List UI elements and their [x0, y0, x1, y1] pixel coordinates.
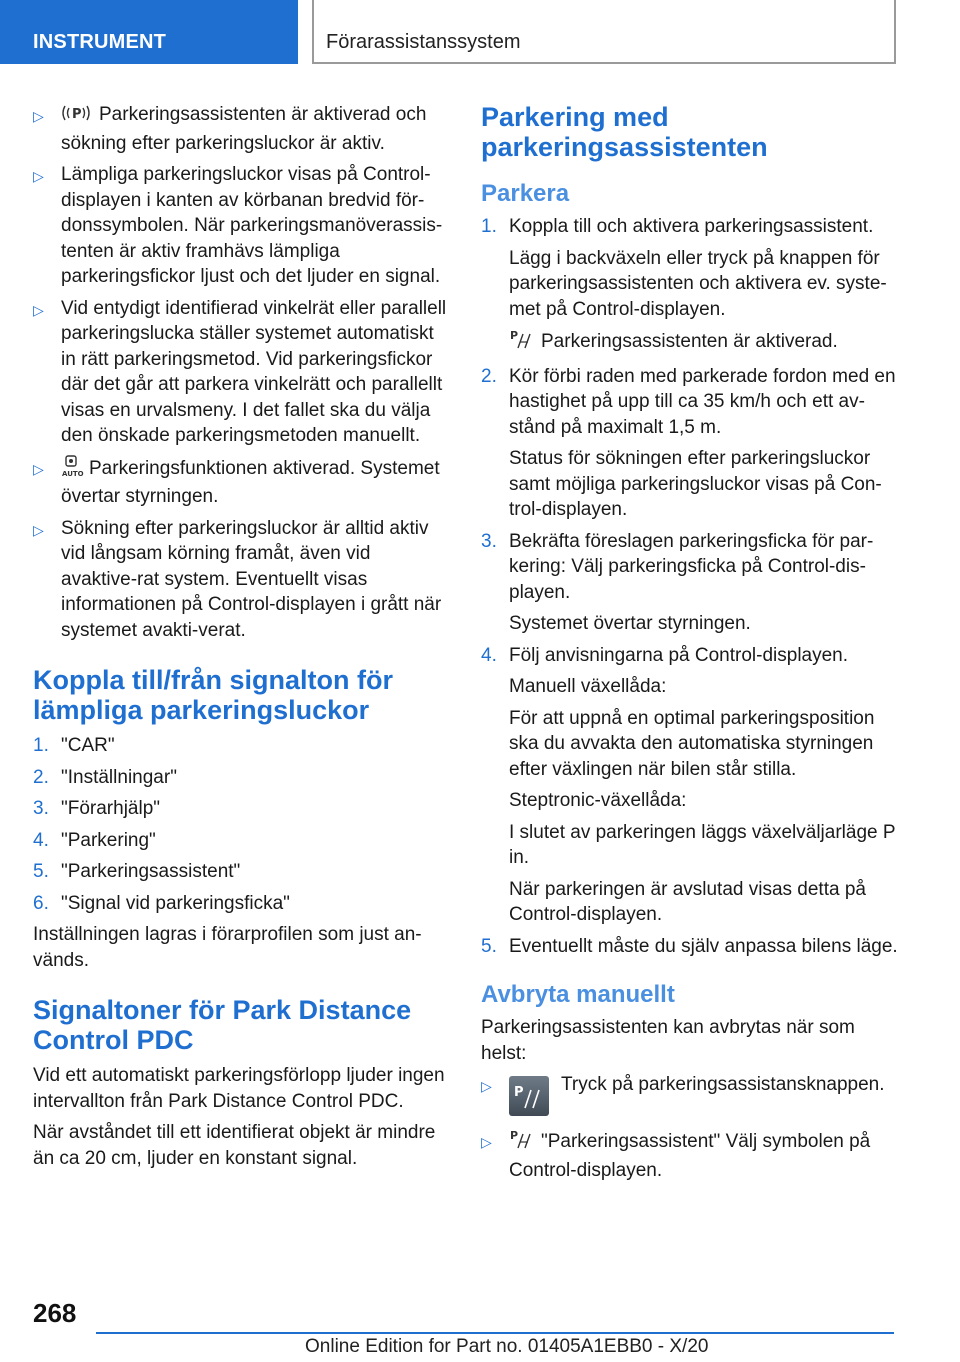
triangle-bullet-icon: ▷	[33, 521, 44, 538]
paragraph: Vid ett automatiskt parkeringsförlopp ljuder ingen intervallton från Park Distance Control PDC.	[33, 1065, 445, 1112]
bullet-text: Lämpliga parkeringsluckor visas på Control-displayen i kanten av körbanan bredvid för-donssymbolen. När parkeringsmanöverassis-tenten är aktiv framhävs lämpliga parkeringsfickor ljust och det ljuder en signal.	[61, 164, 443, 287]
paragraph: Parkeringsassistenten kan avbrytas när som helst:	[481, 1017, 855, 1064]
step-text: "CAR"	[61, 735, 115, 756]
step-detail	[481, 328, 899, 358]
list-item	[33, 828, 449, 854]
heading-signal: Koppla till/från signalton för lämpliga parkeringsluckor	[33, 665, 393, 725]
parking-auto-icon	[61, 455, 84, 485]
step-number: 1.	[481, 216, 497, 237]
bullet-text: Vid entydigt identifierad vinkelrät eller parallell parkeringslucka ställer systemet automatiskt in rätt parkeringsmetod. Vid parkeringsfickor där det går att parkera vinkelrätt och parallellt visas en urvalsmeny. I det fallet ska du välja den önskade parkeringsmetoden manuellt.	[61, 297, 447, 446]
step-text: Kör förbi raden med parkerade fordon med en hastighet på upp till ca 35 km/h och ett av-stånd på maximalt 1,5 m.	[509, 365, 896, 438]
bullet-item	[33, 296, 449, 449]
footer-edition: Online Edition for Part no. 01405A1EBB0 - X/20	[305, 1336, 709, 1357]
chapter-title: Förarassistanssystem	[312, 0, 896, 64]
step-detail: Lägg i backväxeln eller tryck på knappen för parkeringsassistenten och aktivera ev. syste-met på Control-displayen.	[509, 247, 887, 320]
bullet-item	[33, 516, 449, 644]
right-column	[481, 102, 899, 1189]
bullet-text: Tryck på parkeringsassistansknappen.	[561, 1074, 885, 1095]
svg-text:P: P	[510, 1129, 519, 1142]
step-text: Bekräfta föreslagen parkeringsficka för par-kering: Välj parkeringsficka på Control-dis-playen.	[509, 530, 874, 603]
step-number: 5.	[481, 935, 497, 957]
heading-parkera: Parkera	[481, 180, 570, 207]
list-item	[481, 364, 899, 441]
paragraph: När avståndet till ett identifierat objekt är mindre än ca 20 cm, ljuder en konstant signal.	[33, 1122, 436, 1169]
svg-text:P: P	[514, 1085, 524, 1100]
bullet-item	[481, 1128, 899, 1183]
footer-divider	[96, 1332, 894, 1334]
list-item	[481, 529, 899, 606]
bullet-text: "Parkeringsassistent" Välj symbolen på Control-displayen.	[509, 1131, 871, 1181]
step-text: "Inställningar"	[61, 766, 177, 788]
step-number: 2.	[33, 766, 49, 788]
list-item	[33, 796, 449, 822]
list-item	[481, 934, 899, 960]
step-number: 1.	[33, 735, 49, 756]
list-item	[481, 643, 899, 669]
parking-assistant-icon	[509, 328, 533, 358]
triangle-bullet-icon: ▷	[33, 460, 44, 477]
parking-assistant-icon	[509, 1128, 533, 1158]
bullet-text: Sökning efter parkeringsluckor är alltid aktiv vid långsam körning framåt, även vid avaktive-rat system. Eventuellt visas informationen på Control-displayen i grått när systemet avakti-verat.	[61, 517, 442, 641]
bullet-item	[481, 1072, 899, 1122]
step-number: 6.	[33, 892, 49, 914]
step-detail: Steptronic-växellåda:	[509, 790, 687, 811]
step-detail: Manuell växellåda:	[509, 676, 667, 697]
bullet-text: Parkeringsassistenten är aktiverad och sökning efter parkeringsluckor är aktiv.	[61, 104, 427, 154]
section-tab: INSTRUMENT	[0, 0, 298, 64]
parking-signal-icon	[61, 103, 91, 131]
step-text: Koppla till och aktivera parkeringsassistent.	[509, 216, 874, 237]
step-number: 4.	[33, 829, 49, 851]
heading-parking: Parkering med parkeringsassistenten	[481, 102, 768, 162]
heading-pdc: Signaltoner för Park Distance Control PDC	[33, 995, 412, 1055]
svg-text:AUTO: AUTO	[62, 469, 84, 478]
triangle-bullet-icon: ▷	[33, 168, 44, 184]
bullet-item	[33, 102, 449, 156]
step-text: "Förarhjälp"	[61, 798, 161, 819]
list-item	[33, 891, 449, 917]
heading-abort: Avbryta manuellt	[481, 981, 675, 1008]
step-text: Följ anvisningarna på Control-displayen.	[509, 644, 849, 666]
step-detail: I slutet av parkeringen läggs växelväljarläge P in.	[509, 821, 896, 868]
step-text: "Parkeringsassistent"	[61, 861, 241, 882]
step-detail: När parkeringen är avslutad visas detta på Control-displayen.	[509, 878, 866, 925]
list-item	[33, 765, 449, 791]
parking-button-icon	[509, 1076, 549, 1116]
triangle-bullet-icon: ▷	[481, 1134, 492, 1150]
step-number: 3.	[481, 530, 497, 552]
step-text: "Signal vid parkeringsficka"	[61, 892, 290, 914]
left-column	[33, 102, 449, 1177]
step-number: 4.	[481, 644, 497, 666]
step-number: 5.	[33, 861, 49, 882]
step-detail: Systemet övertar styrningen.	[509, 613, 751, 634]
bullet-item	[33, 162, 449, 290]
svg-text:P: P	[72, 107, 82, 122]
step-detail: För att uppnå en optimal parkeringsposition ska du avvakta den automatiska styrningen efter växlingen när bilen står stilla.	[509, 707, 875, 780]
list-item	[33, 859, 449, 885]
triangle-bullet-icon: ▷	[481, 1078, 492, 1094]
page-number: 268	[33, 1298, 77, 1328]
list-item	[33, 733, 449, 759]
bullet-item	[33, 455, 449, 510]
step-number: 2.	[481, 365, 497, 387]
step-number: 3.	[33, 798, 49, 819]
step-text: Eventuellt måste du själv anpassa bilens läge.	[509, 935, 898, 957]
bullet-text: Parkeringsfunktionen aktiverad. Systemet övertar styrningen.	[61, 457, 440, 507]
triangle-bullet-icon: ▷	[33, 108, 44, 124]
paragraph: Inställningen lagras i förarprofilen som just an-vänds.	[33, 924, 422, 971]
step-detail: Status för sökningen efter parkeringsluckor samt möjliga parkeringsluckor visas på Con-trol-displayen.	[509, 448, 882, 520]
svg-text:P: P	[510, 329, 519, 342]
step-text: "Parkering"	[61, 829, 156, 851]
triangle-bullet-icon: ▷	[33, 301, 44, 318]
step-detail-text: Parkeringsassistenten är aktiverad.	[541, 331, 838, 352]
list-item	[481, 214, 899, 240]
